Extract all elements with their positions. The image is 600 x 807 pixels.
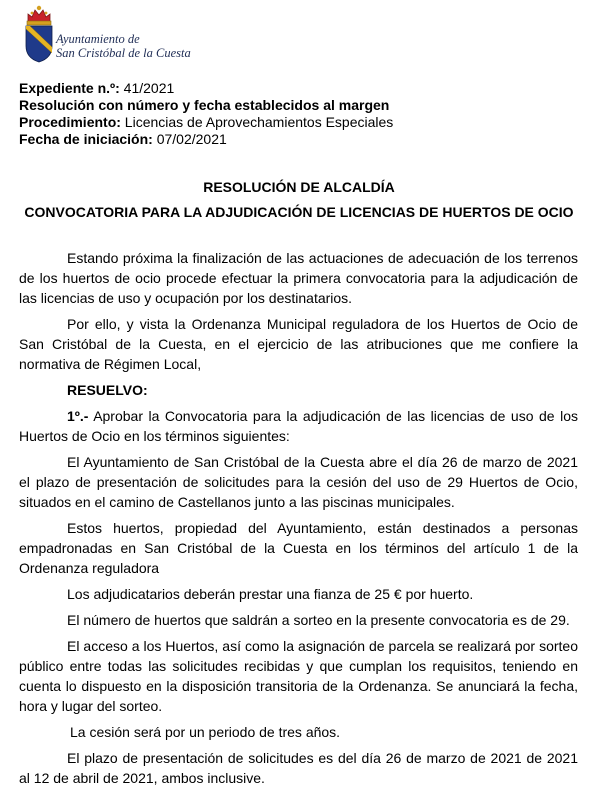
procedimiento-label: Procedimiento:: [19, 114, 121, 130]
procedimiento-row: [19, 114, 393, 131]
fecha-value: 07/02/2021: [152, 131, 227, 147]
paragraph-4: Estos huertos, propiedad del Ayuntamiento, están destinados a personas empadronadas en San Cristóbal de la Cuesta en los términos del artículo 1 de la Ordenanza reguladora: [19, 520, 578, 576]
coat-of-arms-icon: [22, 2, 56, 64]
fecha-label: Fecha de iniciación:: [19, 131, 153, 147]
paragraph-1: Estando próxima la finalización de las actuaciones de adecuación de los terrenos de los huertos de ocio procede efectuar la primera convocatoria para la adjudicación de las licencias de uso y ocupación por los destinatarios.: [19, 250, 578, 306]
expediente-label: Expediente n.º:: [19, 80, 120, 96]
letterhead: [22, 2, 322, 66]
paragraph-9: El plazo de presentación de solicitudes es del día 26 de marzo de 2021 de 2021 al 12 de abril de 2021, ambos inclusive.: [19, 750, 578, 786]
item-1-label: 1º.-: [67, 408, 89, 424]
resolucion-label: Resolución con número y fecha establecidos al margen: [19, 97, 390, 113]
paragraph-5: Los adjudicatarios deberán prestar una fianza de 25 € por huerto.: [67, 586, 474, 602]
item-1: [19, 406, 578, 446]
paragraph-8: La cesión será por un periodo de tres años.: [70, 724, 341, 740]
paragraph-6: El número de huertos que saldrán a sorteo en la presente convocatoria es de 29.: [67, 612, 570, 628]
item-1-text: Aprobar la Convocatoria para la adjudicación de las licencias de uso de los Huertos de Ocio en los términos siguientes:: [19, 408, 578, 444]
expediente-row: [19, 80, 393, 97]
paragraph-3: El Ayuntamiento de San Cristóbal de la Cuesta abre el día 26 de marzo de 2021 el plazo de presentación de solicitudes para la cesión del uso de 29 Huertos de Ocio, situados en el camino de Castellanos junto a las piscinas municipales.: [19, 454, 578, 510]
resolucion-row: [19, 97, 393, 114]
document-subtitle: CONVOCATORIA PARA LA ADJUDICACIÓN DE LICENCIAS DE HUERTOS DE OCIO: [24, 204, 574, 220]
paragraph-2: Por ello, y vista la Ordenanza Municipal reguladora de los Huertos de Ocio de San Cristóbal de la Cuesta, en el ejercicio de las atribuciones que me confiere la normativa de Régimen Local,: [19, 316, 578, 372]
organization-name: [56, 32, 191, 60]
procedimiento-value: Licencias de Aprovechamientos Especiales: [120, 114, 394, 130]
organization-name-line-1: Ayuntamiento de: [56, 32, 140, 46]
organization-name-line-2: San Cristóbal de la Cuesta: [56, 46, 191, 60]
resuelvo-heading: RESUELVO:: [67, 382, 148, 398]
document-title: RESOLUCIÓN DE ALCALDÍA: [203, 179, 395, 195]
document-body: [19, 248, 578, 794]
file-metadata: [19, 80, 393, 148]
paragraph-7: El acceso a los Huertos, así como la asignación de parcela se realizará por sorteo público entre todas las solicitudes recibidas y que cumplan los requisitos, teniendo en cuenta lo dispuesto en la disposición transitoria de la Ordenanza. Se anunciará la fecha, hora y lugar del sorteo.: [19, 638, 578, 714]
expediente-value: 41/2021: [119, 80, 175, 96]
fecha-row: [19, 131, 393, 148]
